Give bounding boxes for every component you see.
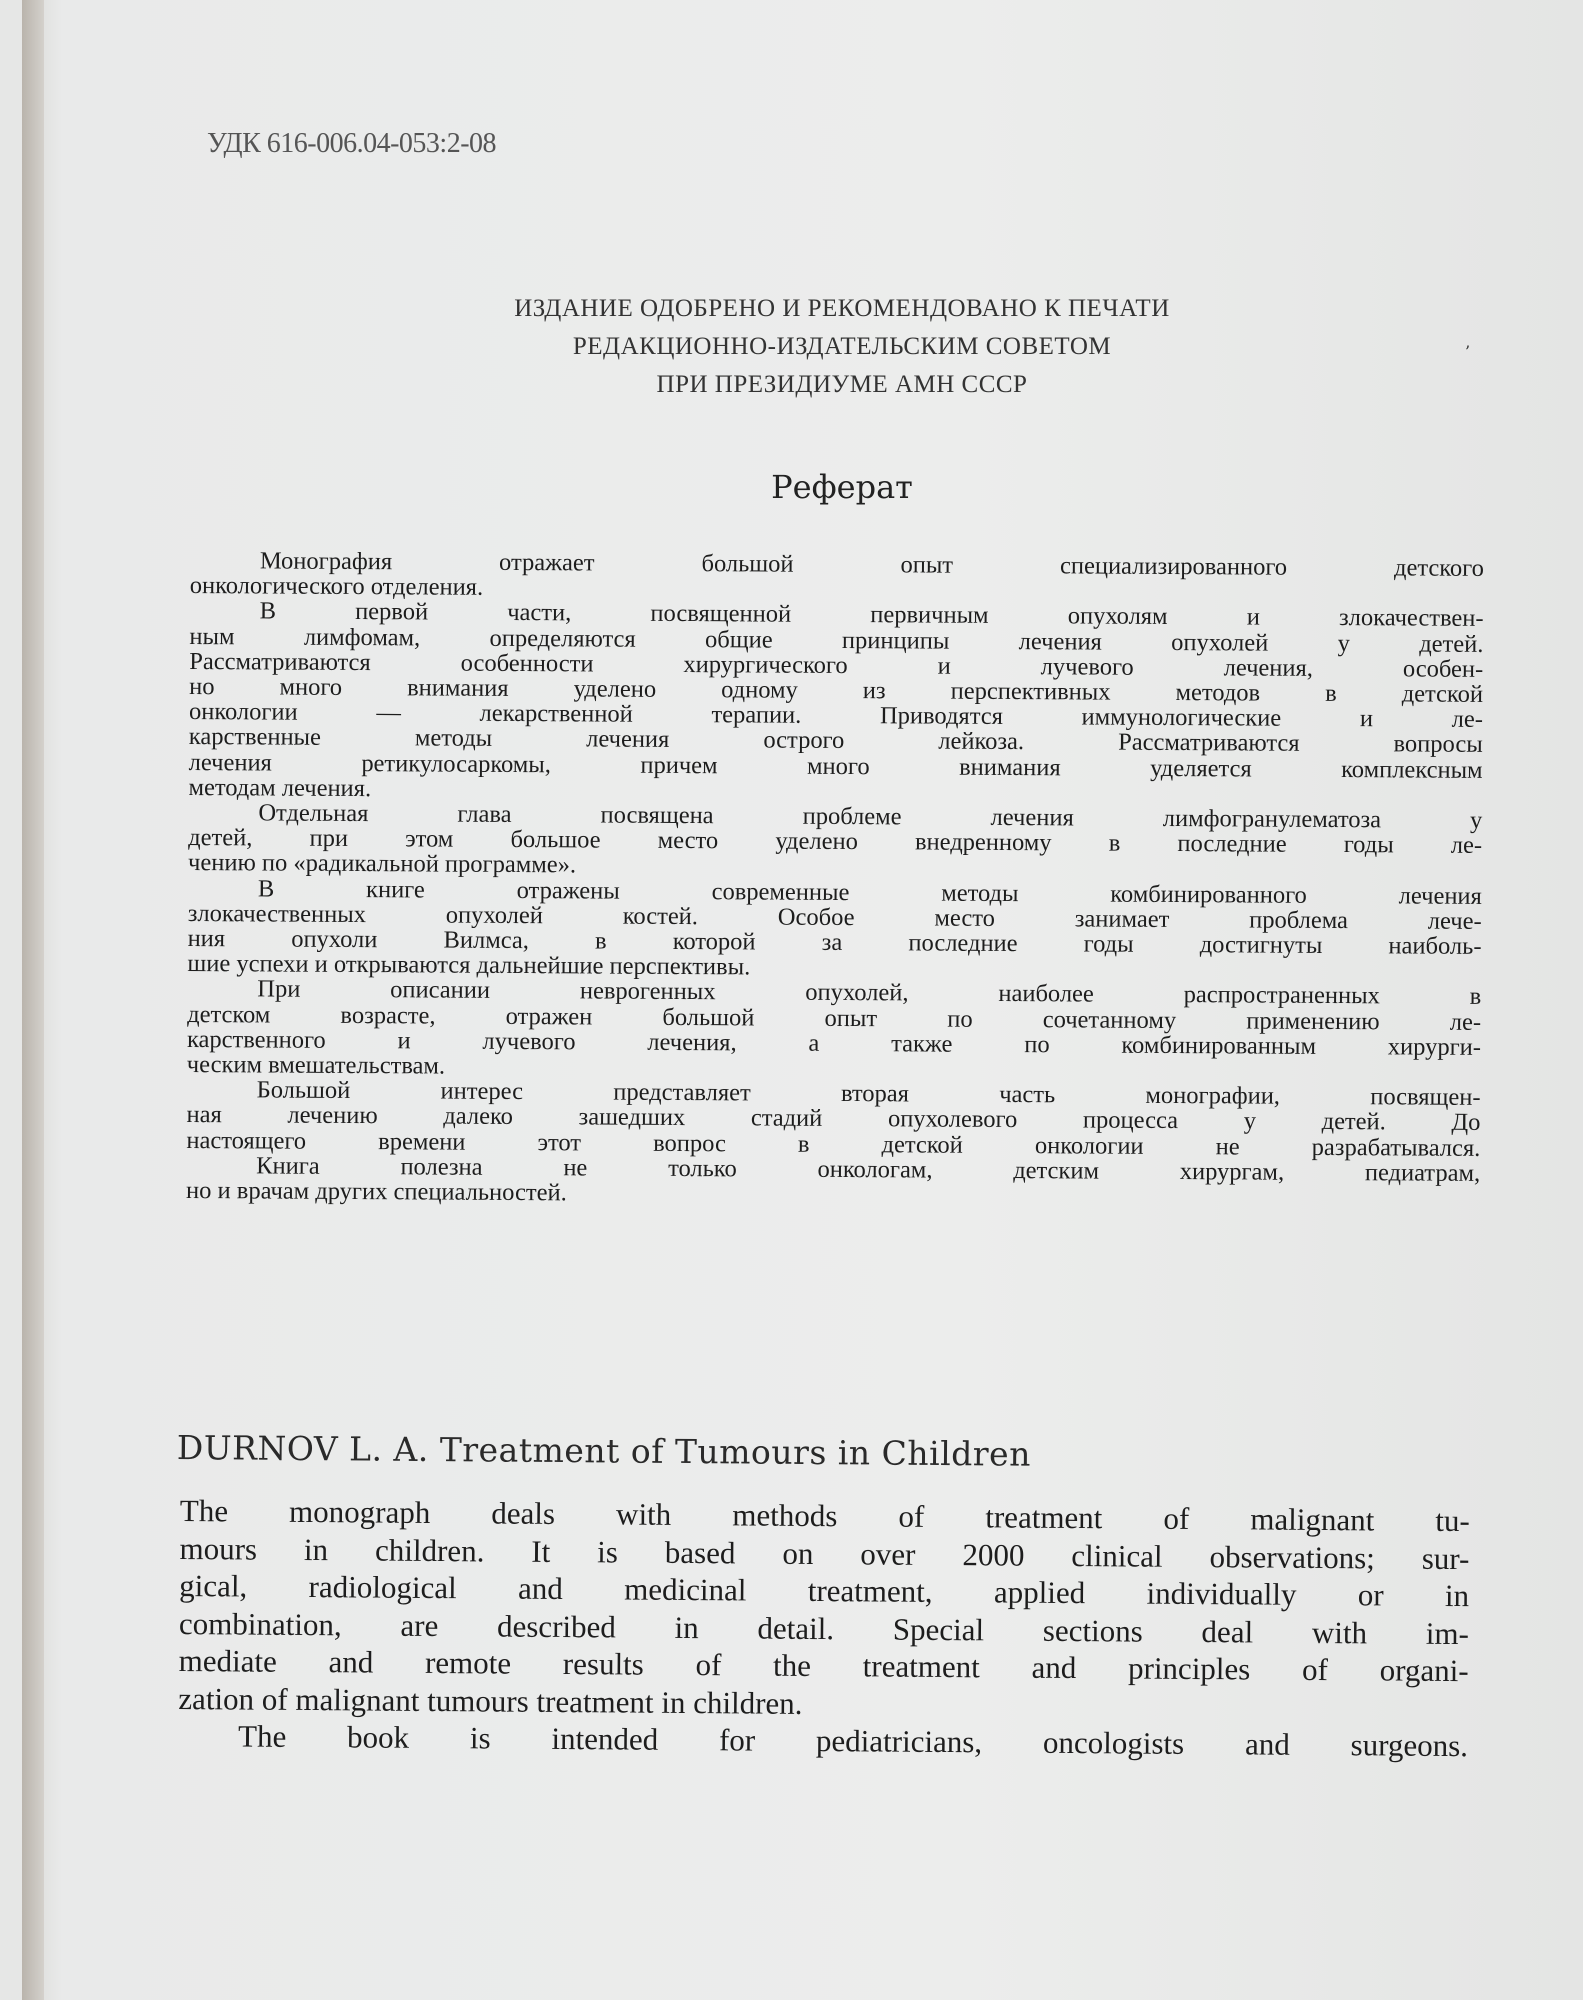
- text-line: методам лечения.: [188, 773, 372, 802]
- word: book: [346, 1719, 410, 1755]
- word: онкологии: [188, 698, 298, 726]
- word: проблема: [1249, 906, 1349, 934]
- word: глава: [457, 800, 512, 828]
- word: described: [496, 1607, 616, 1644]
- word: При: [257, 975, 301, 1004]
- word: а: [808, 1029, 820, 1057]
- word: методы: [414, 724, 493, 753]
- word: у: [1337, 629, 1350, 657]
- word: посвященной: [650, 600, 792, 629]
- word: проблеме: [802, 802, 902, 831]
- word: в: [1325, 679, 1337, 708]
- word: детей.: [1419, 630, 1484, 658]
- word: ле-: [1451, 705, 1484, 734]
- word: treatment: [862, 1648, 980, 1685]
- word: ретикулосаркомы,: [361, 749, 552, 778]
- word: mediate: [178, 1642, 277, 1679]
- word: опухолей,: [805, 979, 909, 1007]
- approval-line: ПРИ ПРЕЗИДИУМЕ АМН СССР: [656, 371, 1028, 398]
- word: онкологам,: [817, 1155, 933, 1184]
- word: особенности: [460, 649, 594, 678]
- word: in: [1444, 1577, 1470, 1614]
- text-line: ческим вмешательствам.: [186, 1051, 446, 1080]
- word: are: [400, 1607, 439, 1643]
- word: и: [1246, 603, 1260, 631]
- word: with: [616, 1496, 672, 1532]
- word: детской: [1401, 680, 1484, 708]
- word: children.: [374, 1532, 485, 1568]
- book-page: [22, 0, 1583, 2000]
- word: individually: [1146, 1575, 1297, 1612]
- word: ным: [189, 622, 235, 650]
- word: острого: [763, 726, 845, 755]
- word: по: [947, 1005, 973, 1033]
- word: лимфомам,: [303, 623, 421, 652]
- word: опухолям: [1067, 602, 1168, 631]
- word: and: [1244, 1726, 1290, 1762]
- word: surgeons.: [1350, 1727, 1469, 1764]
- word: oncologists: [1042, 1724, 1185, 1761]
- word: Монография: [259, 547, 393, 576]
- word: разрабатывался.: [1311, 1133, 1481, 1162]
- word: интерес: [440, 1077, 524, 1106]
- word: место: [934, 904, 995, 932]
- word: монографии,: [1145, 1082, 1281, 1110]
- word: не: [1215, 1132, 1240, 1161]
- approval-statement: [342, 290, 1342, 404]
- word: наиболь-: [1388, 932, 1482, 960]
- word: занимает: [1074, 905, 1170, 933]
- word: medicinal: [624, 1571, 747, 1608]
- word: Книга: [256, 1152, 320, 1180]
- word: organi-: [1379, 1652, 1469, 1689]
- word: лучевого: [1040, 653, 1134, 681]
- word: deals: [491, 1495, 556, 1531]
- word: уделяется: [1150, 754, 1252, 783]
- word: карственные: [188, 723, 322, 752]
- word: но: [189, 673, 215, 701]
- word: части,: [507, 599, 572, 627]
- word: лечения,: [647, 1028, 737, 1057]
- page-edge: [22, 0, 44, 2000]
- text-line: шие успехи и открываются дальнейшие перспективы.: [187, 950, 751, 981]
- word: deal: [1201, 1613, 1254, 1649]
- word: у: [1470, 806, 1483, 834]
- word: наиболее: [998, 980, 1094, 1008]
- text-line: чению по «радикальной программе».: [187, 849, 577, 879]
- word: —: [376, 699, 401, 727]
- word: представляет: [613, 1078, 751, 1107]
- word: sur-: [1421, 1540, 1470, 1576]
- word: одному: [721, 676, 798, 704]
- word: много: [279, 673, 343, 701]
- word: в: [1108, 829, 1121, 857]
- word: методы: [941, 879, 1019, 907]
- word: applied: [993, 1574, 1086, 1611]
- word: im-: [1425, 1615, 1470, 1651]
- word: и: [937, 652, 951, 680]
- udk-code: УДК 616-006.04-053:2-08: [207, 128, 497, 159]
- word: radiological: [308, 1569, 457, 1606]
- word: возрасте,: [340, 1001, 436, 1030]
- word: Большой: [256, 1076, 351, 1105]
- abstract-title: Реферат: [771, 468, 913, 506]
- word: из: [862, 677, 886, 705]
- word: clinical: [1071, 1537, 1163, 1574]
- word: онкологии: [1034, 1131, 1144, 1160]
- word: опухолевого: [887, 1105, 1018, 1134]
- word: опухоли: [291, 925, 378, 954]
- word: Special: [892, 1611, 985, 1647]
- word: methods: [732, 1497, 838, 1534]
- word: The: [237, 1718, 287, 1754]
- word: the: [773, 1647, 812, 1683]
- word: лейкоза.: [938, 727, 1025, 756]
- word: лекарственной: [479, 699, 633, 728]
- word: Рассматриваются: [189, 647, 371, 676]
- word: большое: [510, 826, 601, 854]
- word: опыт: [824, 1004, 878, 1032]
- word: and: [517, 1570, 563, 1607]
- word: большой: [662, 1003, 755, 1032]
- word: detail.: [757, 1610, 835, 1646]
- word: отражены: [516, 876, 620, 905]
- russian-abstract: [186, 548, 1484, 1211]
- text-line: но и врачам других специальностей.: [185, 1177, 567, 1207]
- word: remote: [424, 1644, 512, 1681]
- word: лучевого: [482, 1027, 576, 1056]
- word: посвящена: [600, 801, 714, 830]
- word: описании: [390, 976, 491, 1005]
- word: ния: [187, 925, 226, 953]
- word: ле-: [1449, 1008, 1482, 1036]
- word: лимфогранулематоза: [1162, 804, 1382, 834]
- word: based: [664, 1534, 736, 1570]
- word: первичным: [870, 601, 989, 630]
- word: Вилмса,: [443, 926, 530, 955]
- word: общие: [704, 625, 773, 654]
- word: уделено: [573, 675, 657, 703]
- english-abstract: [178, 1492, 1470, 1765]
- word: по: [1024, 1030, 1050, 1059]
- word: tu-: [1435, 1502, 1470, 1539]
- word: в: [1469, 983, 1482, 1011]
- word: лечения: [1018, 627, 1102, 656]
- word: pediatricians,: [815, 1723, 983, 1760]
- word: observations;: [1209, 1538, 1376, 1575]
- word: malignant: [1250, 1501, 1375, 1538]
- word: и: [1359, 705, 1374, 733]
- approval-line: ИЗДАНИЕ ОДОБРЕНО И РЕКОМЕНДОВАНО К ПЕЧАТИ: [514, 295, 1170, 322]
- word: of: [1163, 1500, 1190, 1536]
- word: времени: [378, 1127, 466, 1156]
- word: также: [891, 1030, 953, 1058]
- word: комбинированного: [1110, 880, 1307, 909]
- word: ле-: [1450, 831, 1483, 860]
- word: применению: [1246, 1007, 1380, 1035]
- word: принципы: [841, 626, 950, 655]
- word: is: [597, 1533, 619, 1569]
- word: вторая: [840, 1080, 910, 1108]
- word: детским: [1013, 1156, 1100, 1185]
- word: for: [718, 1722, 756, 1758]
- word: место: [657, 827, 719, 855]
- word: в: [594, 927, 607, 955]
- word: 2000: [962, 1536, 1025, 1573]
- word: with: [1311, 1614, 1368, 1650]
- word: детском: [187, 1000, 271, 1029]
- word: комбинированным: [1121, 1031, 1317, 1060]
- word: настоящего: [186, 1126, 307, 1155]
- word: лечения: [1398, 882, 1482, 910]
- word: причем: [640, 751, 718, 779]
- word: достигнуты: [1199, 931, 1323, 959]
- word: хирургам,: [1179, 1157, 1285, 1186]
- word: вопрос: [653, 1129, 726, 1157]
- word: is: [469, 1720, 491, 1756]
- word: over: [860, 1535, 916, 1572]
- word: иммунологические: [1081, 703, 1282, 732]
- word: опыт: [900, 551, 954, 579]
- word: у: [1243, 1107, 1257, 1135]
- word: много: [807, 752, 870, 780]
- word: on: [782, 1535, 814, 1571]
- word: and: [328, 1644, 374, 1680]
- word: Отдельная: [258, 799, 369, 828]
- approval-line: РЕДАКЦИОННО-ИЗДАТЕЛЬСКИМ СОВЕТОМ: [572, 333, 1112, 360]
- word: of: [695, 1647, 722, 1683]
- word: терапии.: [711, 701, 802, 729]
- word: специализированного: [1059, 552, 1288, 581]
- word: It: [531, 1533, 551, 1569]
- word: детской: [881, 1130, 963, 1159]
- word: The: [179, 1493, 229, 1529]
- word: за: [821, 928, 843, 957]
- word: in: [303, 1531, 329, 1567]
- word: детского: [1393, 554, 1484, 582]
- print-mark: ’: [1465, 342, 1471, 361]
- word: и: [397, 1027, 411, 1055]
- word: mours: [179, 1530, 258, 1567]
- word: детей.: [1321, 1108, 1386, 1136]
- word: В: [259, 597, 277, 625]
- word: неврогенных: [579, 977, 716, 1006]
- english-title: DURNOV L. A. Treatment of Tumours in Children: [176, 1428, 1032, 1474]
- word: детей,: [188, 824, 253, 852]
- word: опухолей: [1171, 628, 1269, 657]
- word: распространенных: [1183, 981, 1380, 1010]
- word: определяются: [489, 624, 636, 653]
- word: monograph: [288, 1493, 431, 1530]
- word: не: [563, 1154, 588, 1182]
- word: костей.: [622, 902, 699, 930]
- word: До: [1451, 1109, 1481, 1137]
- word: хирургического: [683, 650, 848, 679]
- word: перспективных: [950, 677, 1111, 706]
- word: results: [562, 1646, 644, 1682]
- word: and: [1031, 1649, 1077, 1686]
- word: особен-: [1402, 655, 1484, 683]
- word: годы: [1083, 930, 1134, 958]
- word: при: [309, 824, 349, 853]
- word: этом: [405, 825, 454, 853]
- word: лечения: [990, 803, 1074, 832]
- word: уделено: [775, 827, 858, 856]
- word: of: [898, 1498, 925, 1534]
- word: опухолей: [445, 901, 543, 930]
- word: посвящен-: [1370, 1083, 1481, 1112]
- word: педиатрам,: [1364, 1159, 1481, 1187]
- word: книге: [366, 875, 425, 904]
- word: внимания: [407, 674, 509, 702]
- word: большой: [701, 550, 794, 578]
- word: часть: [999, 1081, 1056, 1109]
- word: gical,: [179, 1567, 248, 1604]
- word: лече-: [1427, 907, 1482, 935]
- word: treatment,: [807, 1572, 933, 1609]
- word: лечения: [188, 748, 272, 777]
- word: последние: [908, 929, 1018, 958]
- word: первой: [355, 598, 429, 626]
- word: внимания: [959, 753, 1061, 781]
- word: комплексным: [1341, 755, 1483, 784]
- word: лечения,: [1223, 654, 1314, 682]
- word: полезна: [400, 1153, 483, 1181]
- word: лечению: [287, 1102, 378, 1130]
- word: ная: [186, 1101, 222, 1129]
- word: Приводятся: [879, 702, 1003, 731]
- word: внедренному: [914, 828, 1052, 857]
- word: последние: [1177, 830, 1287, 858]
- word: intended: [551, 1720, 659, 1757]
- word: of: [1301, 1651, 1329, 1688]
- word: В: [257, 875, 275, 903]
- word: злокачественных: [187, 899, 367, 928]
- word: в: [797, 1130, 810, 1158]
- word: далеко: [443, 1103, 513, 1131]
- text-line: zation of malignant tumours treatment in children.: [178, 1680, 803, 1721]
- word: in: [674, 1609, 699, 1645]
- word: Рассматриваются: [1118, 729, 1300, 758]
- word: Особое: [777, 903, 855, 931]
- word: combination,: [178, 1605, 342, 1642]
- word: сочетанному: [1042, 1005, 1177, 1034]
- word: treatment: [985, 1499, 1103, 1536]
- word: стадий: [750, 1104, 823, 1133]
- word: отражен: [505, 1002, 593, 1031]
- word: методов: [1175, 679, 1261, 707]
- word: sections: [1042, 1612, 1143, 1649]
- text-line: онкологического отделения.: [189, 572, 484, 601]
- word: хирурги-: [1387, 1033, 1482, 1061]
- word: карственного: [186, 1025, 326, 1054]
- word: современные: [711, 877, 850, 906]
- word: principles: [1127, 1650, 1251, 1687]
- word: отражает: [499, 548, 595, 577]
- word: процесса: [1082, 1106, 1179, 1135]
- word: этот: [537, 1128, 582, 1157]
- word: годы: [1343, 831, 1394, 859]
- word: вопросы: [1393, 730, 1483, 759]
- word: злокачествен-: [1338, 604, 1484, 633]
- word: лечения: [586, 725, 670, 754]
- word: только: [668, 1154, 737, 1183]
- word: зашедших: [578, 1103, 686, 1132]
- word: or: [1357, 1577, 1384, 1613]
- word: которой: [672, 928, 756, 956]
